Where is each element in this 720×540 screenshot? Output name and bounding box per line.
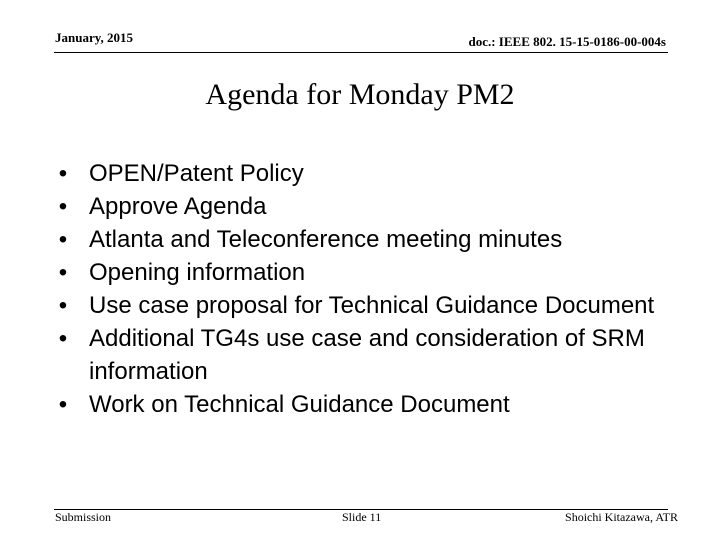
agenda-item — [56, 388, 676, 421]
header-document-id: doc.: IEEE 802. 15-15-0186-00-004s — [468, 34, 666, 49]
footer-submission: Submission — [55, 510, 112, 524]
header-divider — [54, 52, 668, 53]
bullet-icon: • — [58, 391, 68, 418]
agenda-item-text: OPEN/Patent Policy — [89, 160, 304, 187]
bullet-icon: • — [58, 226, 68, 253]
agenda-list — [56, 157, 676, 421]
bullet-icon: • — [58, 292, 68, 319]
agenda-item — [56, 289, 676, 322]
footer-author: Shoichi Kitazawa, ATR — [565, 510, 678, 524]
agenda-item-text: Use case proposal for Technical Guidance Document — [89, 292, 655, 319]
slide-title: Agenda for Monday PM2 — [205, 78, 515, 111]
bullet-icon: • — [58, 259, 68, 286]
bullet-icon: • — [58, 193, 68, 220]
agenda-item — [56, 256, 676, 289]
agenda-item-text: Atlanta and Teleconference meeting minutes — [89, 226, 563, 253]
agenda-item-text: Opening information — [89, 259, 306, 286]
agenda-item — [56, 190, 676, 223]
agenda-item — [56, 322, 676, 388]
footer-slide-number: Slide 11 — [342, 510, 382, 524]
header-date: January, 2015 — [55, 30, 134, 45]
agenda-item-text: Work on Technical Guidance Document — [89, 391, 510, 418]
agenda-item — [56, 157, 676, 190]
agenda-item — [56, 223, 676, 256]
agenda-item-text: Approve Agenda — [89, 193, 267, 220]
agenda-item-text: Additional TG4s use case and consideration of SRM information — [89, 325, 645, 385]
bullet-icon: • — [58, 160, 68, 187]
bullet-icon: • — [58, 325, 68, 352]
